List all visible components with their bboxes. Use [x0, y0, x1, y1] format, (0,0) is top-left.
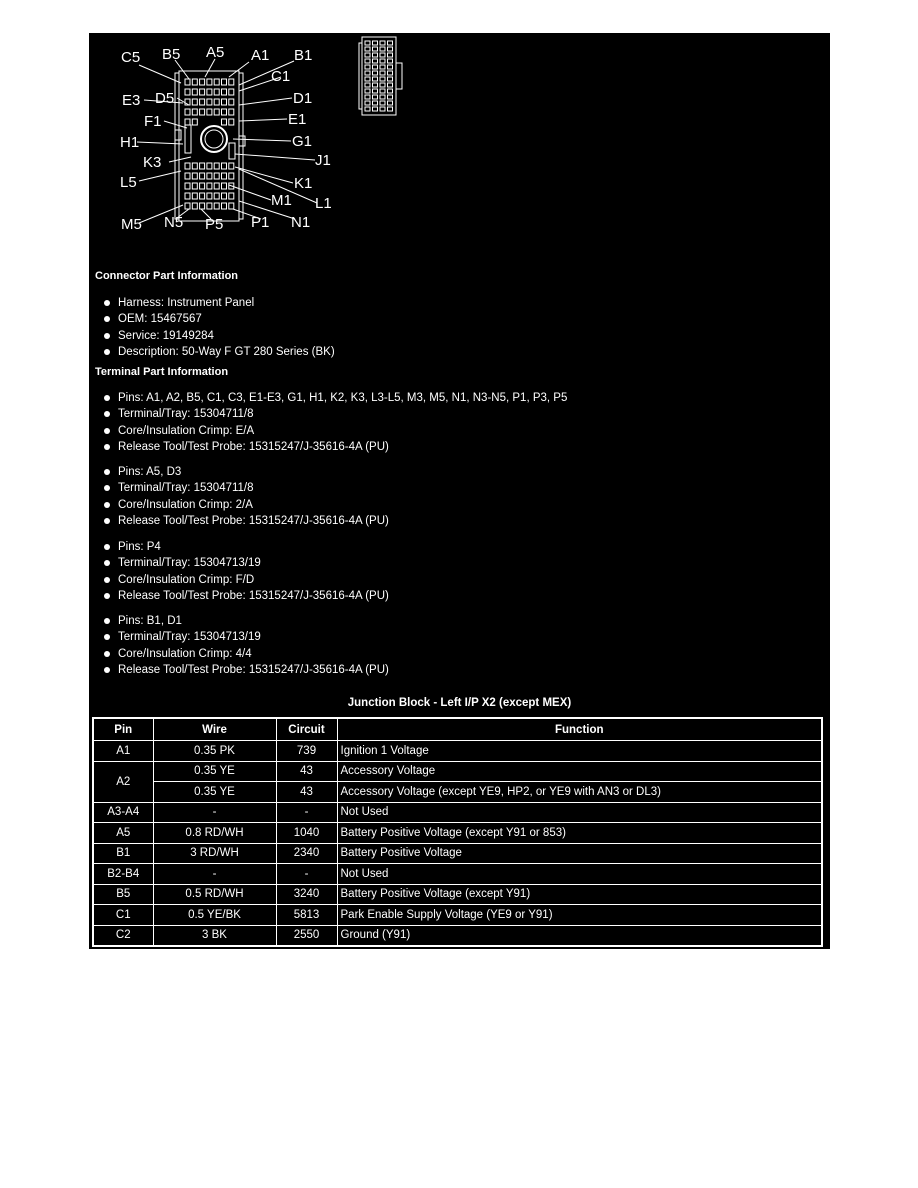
terminal-group-1 [103, 390, 567, 455]
circuit-cell: 739 [276, 741, 337, 762]
function-cell: Ground (Y91) [337, 925, 822, 946]
pin-label-m5: M5 [121, 216, 142, 233]
pin-table [92, 717, 823, 947]
function-cell: Battery Positive Voltage (except Y91) [337, 884, 822, 905]
wire-cell: - [153, 802, 276, 823]
side-cavity [373, 65, 378, 69]
pin-cavity [192, 193, 197, 199]
list-item: Core/Insulation Crimp: F/D [103, 572, 389, 588]
wire-cell: 0.5 YE/BK [153, 905, 276, 926]
table-row [93, 741, 822, 762]
wire-cell: 0.35 YE [153, 782, 276, 803]
pin-cavity [200, 109, 205, 115]
list-item: Pins: A5, D3 [103, 464, 389, 480]
pin-cell: C1 [93, 905, 153, 926]
wire-cell: 3 RD/WH [153, 843, 276, 864]
pin-cavity [229, 119, 234, 125]
side-cavity [373, 41, 378, 45]
side-cavity [365, 41, 370, 45]
side-cavity [365, 53, 370, 57]
side-cavity [388, 101, 393, 105]
pin-cavity [229, 193, 234, 199]
list-item: Terminal/Tray: 15304713/19 [103, 629, 389, 645]
pin-cavity [229, 89, 234, 95]
header-circuit: Circuit [276, 718, 337, 741]
side-cavity [365, 107, 370, 111]
wire-cell: 0.35 PK [153, 741, 276, 762]
function-cell: Battery Positive Voltage [337, 843, 822, 864]
pin-cell: A2 [93, 761, 153, 802]
list-item: Service: 19149284 [103, 328, 335, 344]
side-cavity [388, 59, 393, 63]
pin-label-e1: E1 [288, 111, 307, 128]
side-cavity [388, 65, 393, 69]
pin-cavity [207, 193, 212, 199]
connector-part-info-list [103, 295, 335, 360]
pin-cavity [229, 203, 234, 209]
table-row [93, 802, 822, 823]
pin-label-c1: C1 [271, 68, 291, 85]
wire-cell: - [153, 864, 276, 885]
side-cavity [365, 47, 370, 51]
pin-label-l5: L5 [120, 174, 137, 191]
wire-cell: 3 BK [153, 925, 276, 946]
pin-cavity [200, 163, 205, 169]
pin-label-e3: E3 [122, 92, 141, 109]
pin-cavity [185, 193, 190, 199]
pin-cavity [222, 203, 227, 209]
pin-label-g1: G1 [292, 133, 313, 150]
function-cell: Ignition 1 Voltage [337, 741, 822, 762]
pin-cavity [185, 109, 190, 115]
connector-face-diagram [89, 33, 830, 258]
side-cavity [373, 89, 378, 93]
list-item: Pins: A1, A2, B5, C1, C3, E1-E3, G1, H1, K2, K3, L3-L5, M3, M5, N1, N3-N5, P1, P3, P5 [103, 390, 567, 406]
pin-cavity [229, 163, 234, 169]
table-row [93, 905, 822, 926]
header-pin: Pin [93, 718, 153, 741]
pin-cavity [222, 89, 227, 95]
side-cavity [380, 101, 385, 105]
circuit-cell: 43 [276, 761, 337, 782]
function-cell: Accessory Voltage (except YE9, HP2, or YE9 with AN3 or DL3) [337, 782, 822, 803]
pin-cavity [200, 193, 205, 199]
table-row [93, 782, 822, 803]
side-cavity [373, 71, 378, 75]
side-cavity [373, 107, 378, 111]
side-cavity [373, 53, 378, 57]
function-cell: Battery Positive Voltage (except Y91 or 853) [337, 823, 822, 844]
circuit-cell: 43 [276, 782, 337, 803]
side-cavity [388, 83, 393, 87]
pin-cavity [207, 99, 212, 105]
side-cavity [365, 101, 370, 105]
side-cavity [388, 71, 393, 75]
side-cavity [380, 83, 385, 87]
pin-cavity [222, 183, 227, 189]
list-item: Terminal/Tray: 15304711/8 [103, 480, 389, 496]
side-cavity [380, 77, 385, 81]
list-item: Pins: B1, D1 [103, 613, 389, 629]
pin-cavity [222, 79, 227, 85]
side-cavity [380, 59, 385, 63]
pin-cavity [222, 119, 227, 125]
list-item: Description: 50-Way F GT 280 Series (BK) [103, 344, 335, 360]
pin-label-c5: C5 [121, 49, 141, 66]
side-cavity [373, 47, 378, 51]
side-cavity [380, 53, 385, 57]
pin-label-k3: K3 [143, 154, 162, 171]
table-row [93, 823, 822, 844]
side-cavity [365, 89, 370, 93]
pin-label-n1: N1 [291, 214, 311, 231]
pin-cavity [229, 109, 234, 115]
side-cavity [388, 77, 393, 81]
pin-cavity [185, 79, 190, 85]
pin-cavity [222, 109, 227, 115]
pin-cavity [229, 79, 234, 85]
terminal-group-2 [103, 464, 389, 529]
side-cavity [365, 59, 370, 63]
list-item: OEM: 15467567 [103, 311, 335, 327]
pin-cavity [229, 173, 234, 179]
pin-label-p1: P1 [251, 214, 270, 231]
function-cell: Park Enable Supply Voltage (YE9 or Y91) [337, 905, 822, 926]
pin-cavity [200, 99, 205, 105]
side-cavity [365, 83, 370, 87]
pin-label-f1: F1 [144, 113, 162, 130]
side-cavity [388, 89, 393, 93]
pin-cavity [185, 183, 190, 189]
pin-cavity [207, 163, 212, 169]
pin-cavity [222, 99, 227, 105]
pin-cavity [192, 203, 197, 209]
pin-cavity [185, 163, 190, 169]
pin-cavity [192, 89, 197, 95]
connector-part-info-title: Connector Part Information [95, 270, 239, 282]
terminal-group-4 [103, 613, 389, 678]
side-cavity [380, 95, 385, 99]
list-item: Release Tool/Test Probe: 15315247/J-35616-4A (PU) [103, 588, 389, 604]
table-row [93, 925, 822, 946]
circuit-cell: 2340 [276, 843, 337, 864]
side-cavity [388, 107, 393, 111]
pin-label-m1: M1 [271, 192, 292, 209]
function-cell: Accessory Voltage [337, 761, 822, 782]
list-item: Release Tool/Test Probe: 15315247/J-35616-4A (PU) [103, 662, 389, 678]
side-cavity [373, 95, 378, 99]
pin-label-n5: N5 [164, 214, 184, 231]
circuit-cell: - [276, 864, 337, 885]
pin-cavity [214, 109, 219, 115]
pin-cavity [185, 119, 190, 125]
terminal-group-3 [103, 539, 389, 604]
connector-side-cells [365, 41, 393, 111]
pin-label-b1: B1 [294, 47, 313, 64]
pin-cavity [192, 163, 197, 169]
table-row [93, 864, 822, 885]
side-cavity [365, 65, 370, 69]
document-panel [89, 33, 830, 949]
side-cavity [373, 59, 378, 63]
pin-cavity [214, 193, 219, 199]
side-cavity [388, 47, 393, 51]
pin-cavity [207, 89, 212, 95]
side-cavity [365, 77, 370, 81]
pin-cavity [229, 99, 234, 105]
pin-cavity [207, 183, 212, 189]
pin-cavity [207, 203, 212, 209]
function-cell: Not Used [337, 864, 822, 885]
side-cavity [373, 83, 378, 87]
side-cavity [388, 53, 393, 57]
list-item: Harness: Instrument Panel [103, 295, 335, 311]
side-cavity [373, 77, 378, 81]
wire-cell: 0.8 RD/WH [153, 823, 276, 844]
list-item: Terminal/Tray: 15304711/8 [103, 406, 567, 422]
pin-label-a5: A5 [206, 44, 225, 61]
pin-cavity [185, 203, 190, 209]
list-item: Core/Insulation Crimp: 2/A [103, 497, 389, 513]
pin-cavity [192, 109, 197, 115]
pin-cavity [200, 89, 205, 95]
pin-cavity [214, 163, 219, 169]
list-item: Release Tool/Test Probe: 15315247/J-35616-4A (PU) [103, 513, 389, 529]
list-item: Pins: P4 [103, 539, 389, 555]
pin-cavity [207, 79, 212, 85]
pin-label-d5: D5 [155, 90, 175, 107]
pin-cell: B5 [93, 884, 153, 905]
pin-table-title: Junction Block - Left I/P X2 (except MEX) [347, 697, 572, 709]
circuit-cell: 3240 [276, 884, 337, 905]
table-row [93, 843, 822, 864]
circuit-cell: 5813 [276, 905, 337, 926]
circuit-cell: - [276, 802, 337, 823]
pin-cavity [214, 89, 219, 95]
pin-cavity [200, 79, 205, 85]
terminal-part-info-title: Terminal Part Information [95, 366, 229, 378]
pin-cavity [200, 183, 205, 189]
pin-cavity [192, 79, 197, 85]
pin-cavity [214, 173, 219, 179]
pin-cell: C2 [93, 925, 153, 946]
pin-cavity [214, 79, 219, 85]
side-cavity [388, 95, 393, 99]
header-function: Function [337, 718, 822, 741]
pin-cell: B2-B4 [93, 864, 153, 885]
side-cavity [365, 71, 370, 75]
pin-label-d1: D1 [293, 90, 313, 107]
side-cavity [365, 95, 370, 99]
pin-label-p5: P5 [205, 216, 224, 233]
pin-cavity [222, 193, 227, 199]
side-cavity [380, 71, 385, 75]
pin-cell: A1 [93, 741, 153, 762]
pin-label-h1: H1 [120, 134, 140, 151]
pin-label-k1: K1 [294, 175, 313, 192]
pin-cell: A3-A4 [93, 802, 153, 823]
circuit-cell: 2550 [276, 925, 337, 946]
list-item: Release Tool/Test Probe: 15315247/J-35616-4A (PU) [103, 439, 567, 455]
pin-cavity [185, 89, 190, 95]
pin-cavity [207, 109, 212, 115]
side-cavity [380, 47, 385, 51]
table-row [93, 884, 822, 905]
pin-cavity [222, 163, 227, 169]
pin-cell: B1 [93, 843, 153, 864]
pin-cavity [192, 183, 197, 189]
side-cavity [380, 89, 385, 93]
list-item: Core/Insulation Crimp: E/A [103, 423, 567, 439]
table-header-row [93, 718, 822, 741]
function-cell: Not Used [337, 802, 822, 823]
pin-cavity [214, 99, 219, 105]
pin-cavity [192, 119, 197, 125]
pin-cavity [192, 173, 197, 179]
pin-cavity [185, 173, 190, 179]
pin-cavity [200, 203, 205, 209]
side-cavity [380, 41, 385, 45]
side-cavity [380, 65, 385, 69]
table-row [93, 761, 822, 782]
wire-cell: 0.5 RD/WH [153, 884, 276, 905]
list-item: Core/Insulation Crimp: 4/4 [103, 646, 389, 662]
side-cavity [388, 41, 393, 45]
side-cavity [380, 107, 385, 111]
pin-cavity [207, 173, 212, 179]
pin-cavity [222, 173, 227, 179]
list-item: Terminal/Tray: 15304713/19 [103, 555, 389, 571]
pin-cell: A5 [93, 823, 153, 844]
side-cavity [373, 101, 378, 105]
pin-label-l1: L1 [315, 195, 332, 212]
pin-cavity [200, 173, 205, 179]
pin-label-b5: B5 [162, 46, 181, 63]
header-wire: Wire [153, 718, 276, 741]
pin-label-a1: A1 [251, 47, 270, 64]
wire-cell: 0.35 YE [153, 761, 276, 782]
pin-cavity [214, 183, 219, 189]
pin-cavity [192, 99, 197, 105]
pin-cavity [214, 203, 219, 209]
pin-label-j1: J1 [315, 152, 331, 169]
circuit-cell: 1040 [276, 823, 337, 844]
